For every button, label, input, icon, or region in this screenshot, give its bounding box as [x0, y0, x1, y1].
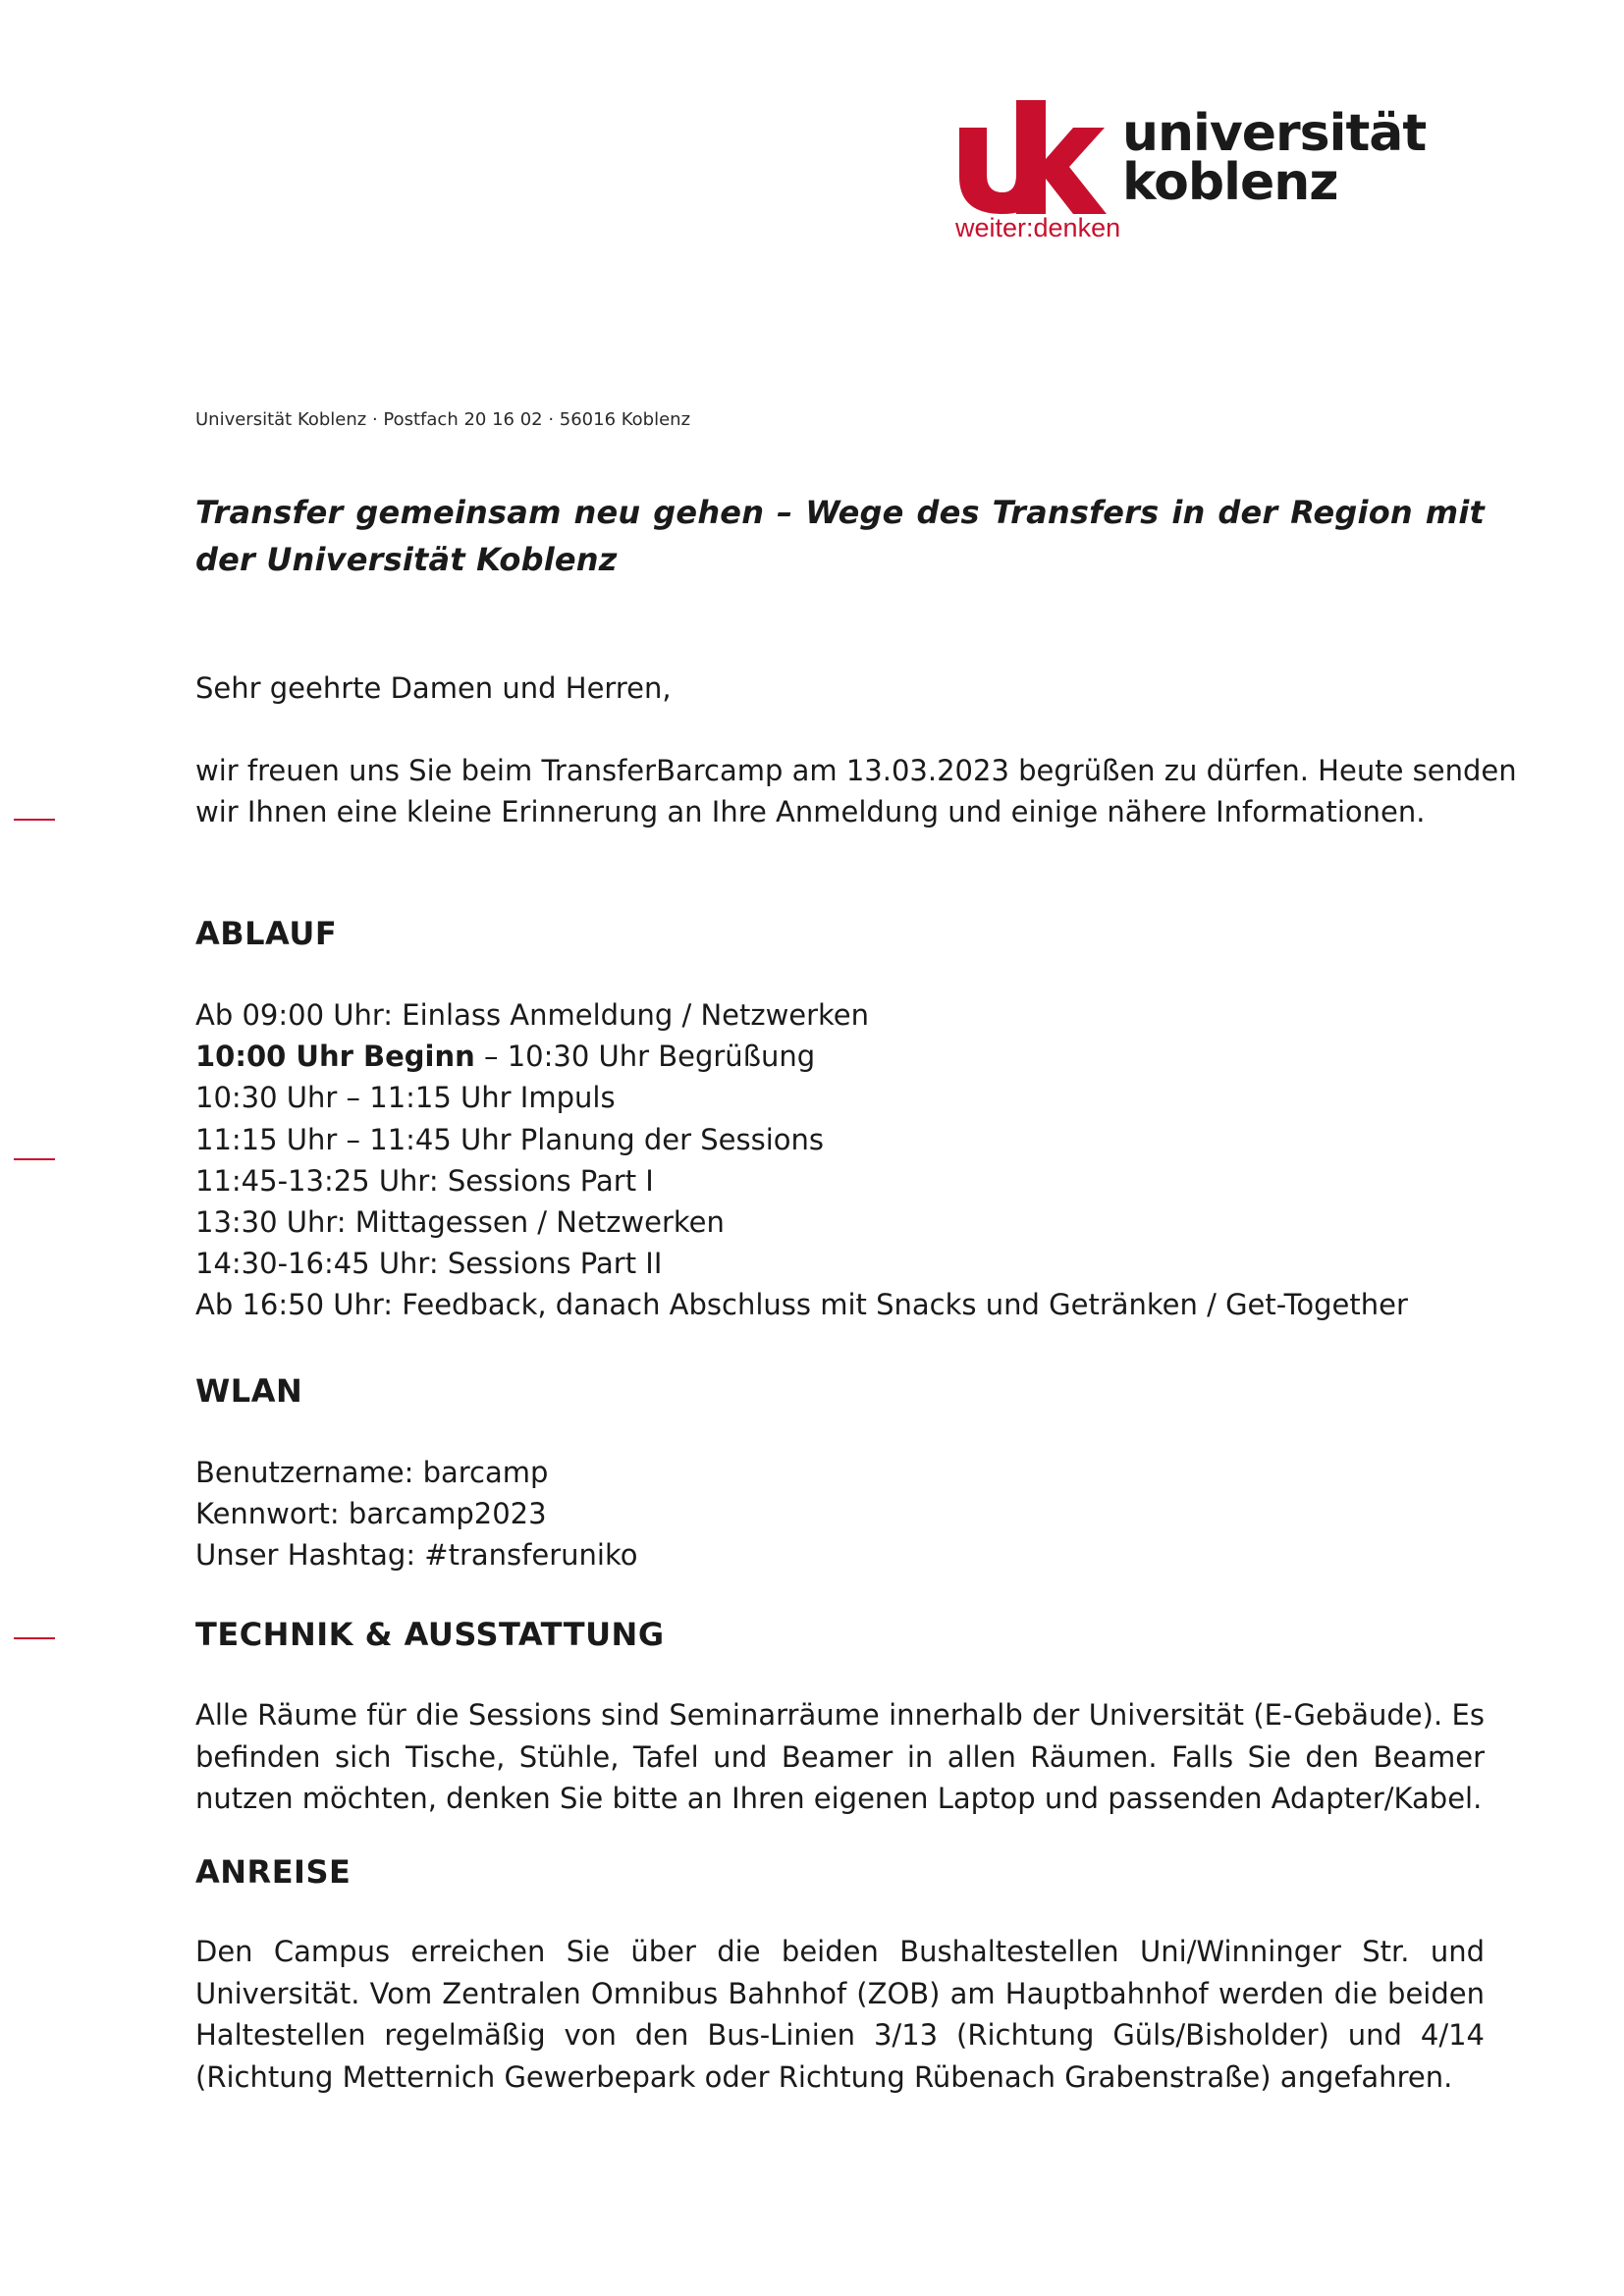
heading-wlan: WLAN	[195, 1372, 303, 1410]
schedule-item: Ab 16:50 Uhr: Feedback, danach Abschluss mit Snacks und Getränken / Get-Together	[195, 1288, 1408, 1322]
wlan-password: Kennwort: barcamp2023	[195, 1497, 547, 1530]
logo-line1: universität	[1122, 104, 1427, 163]
schedule-item: 13:30 Uhr: Mittagessen / Netzwerken	[195, 1205, 725, 1240]
technik-paragraph: Alle Räume für die Sessions sind Seminarräume innerhalb der Universität (E-Gebäude). Es befinden sich Tische, Stühle, Tafel und Beamer in allen Räumen. Falls Sie den Beamer nutzen möchten, denken Sie bitte an Ihren eigenen Laptop und passenden Adapter/Kabel.	[195, 1698, 1485, 1815]
heading-technik: TECHNIK & AUSSTATTUNG	[195, 1616, 665, 1653]
intro-line-2: wir Ihnen eine kleine Erinnerung an Ihre Anmeldung und einige nähere Informationen.	[195, 795, 1426, 828]
schedule-item: 11:45-13:25 Uhr: Sessions Part I	[195, 1163, 654, 1198]
logo-line2: koblenz	[1122, 153, 1338, 212]
fold-mark-top	[14, 819, 55, 821]
fold-mark-lower	[14, 1637, 55, 1639]
salutation: Sehr geehrte Damen und Herren,	[195, 671, 672, 705]
sender-address-line: Universität Koblenz · Postfach 20 16 02 · 56016 Koblenz	[195, 409, 691, 430]
schedule-item: 14:30-16:45 Uhr: Sessions Part II	[195, 1247, 663, 1281]
wlan-username: Benutzername: barcamp	[195, 1456, 549, 1489]
intro-paragraph	[195, 750, 1517, 832]
letter-subject: Transfer gemeinsam neu gehen – Wege des Transfers in der Region mit der Universität Koblenz	[195, 494, 1485, 578]
schedule-list	[195, 994, 1408, 1326]
heading-ablauf: ABLAUF	[195, 915, 338, 952]
schedule-item: 10:00 Uhr Beginn – 10:30 Uhr Begrüßung	[195, 1040, 816, 1074]
fold-mark-middle	[14, 1158, 55, 1160]
logo-tagline: weiter:denken	[955, 213, 1121, 242]
wlan-info	[195, 1452, 637, 1575]
university-logo	[955, 98, 1427, 245]
schedule-item: Ab 09:00 Uhr: Einlass Anmeldung / Netzwerken	[195, 998, 870, 1032]
heading-anreise: ANREISE	[195, 1853, 352, 1891]
intro-line-1: wir freuen uns Sie beim TransferBarcamp am 13.03.2023 begrüßen zu dürfen. Heute senden	[195, 754, 1517, 787]
schedule-item: 10:30 Uhr – 11:15 Uhr Impuls	[195, 1081, 616, 1115]
anreise-paragraph: Den Campus erreichen Sie über die beiden Bushaltestellen Uni/Winninger Str. und Universität. Vom Zentralen Omnibus Bahnhof (ZOB) am Hauptbahnhof werden die beiden Haltestellen regelmäßig von den Bus-Linien 3/13 (Richtung Güls/Bisholder) und 4/14 (Richtung Metternich Gewerbepark oder Richtung Rübenach Grabenstraße) angefahren.	[195, 1935, 1485, 2094]
hashtag: Unser Hashtag: #transferuniko	[195, 1538, 638, 1572]
schedule-item: 11:15 Uhr – 11:45 Uhr Planung der Sessions	[195, 1122, 825, 1156]
